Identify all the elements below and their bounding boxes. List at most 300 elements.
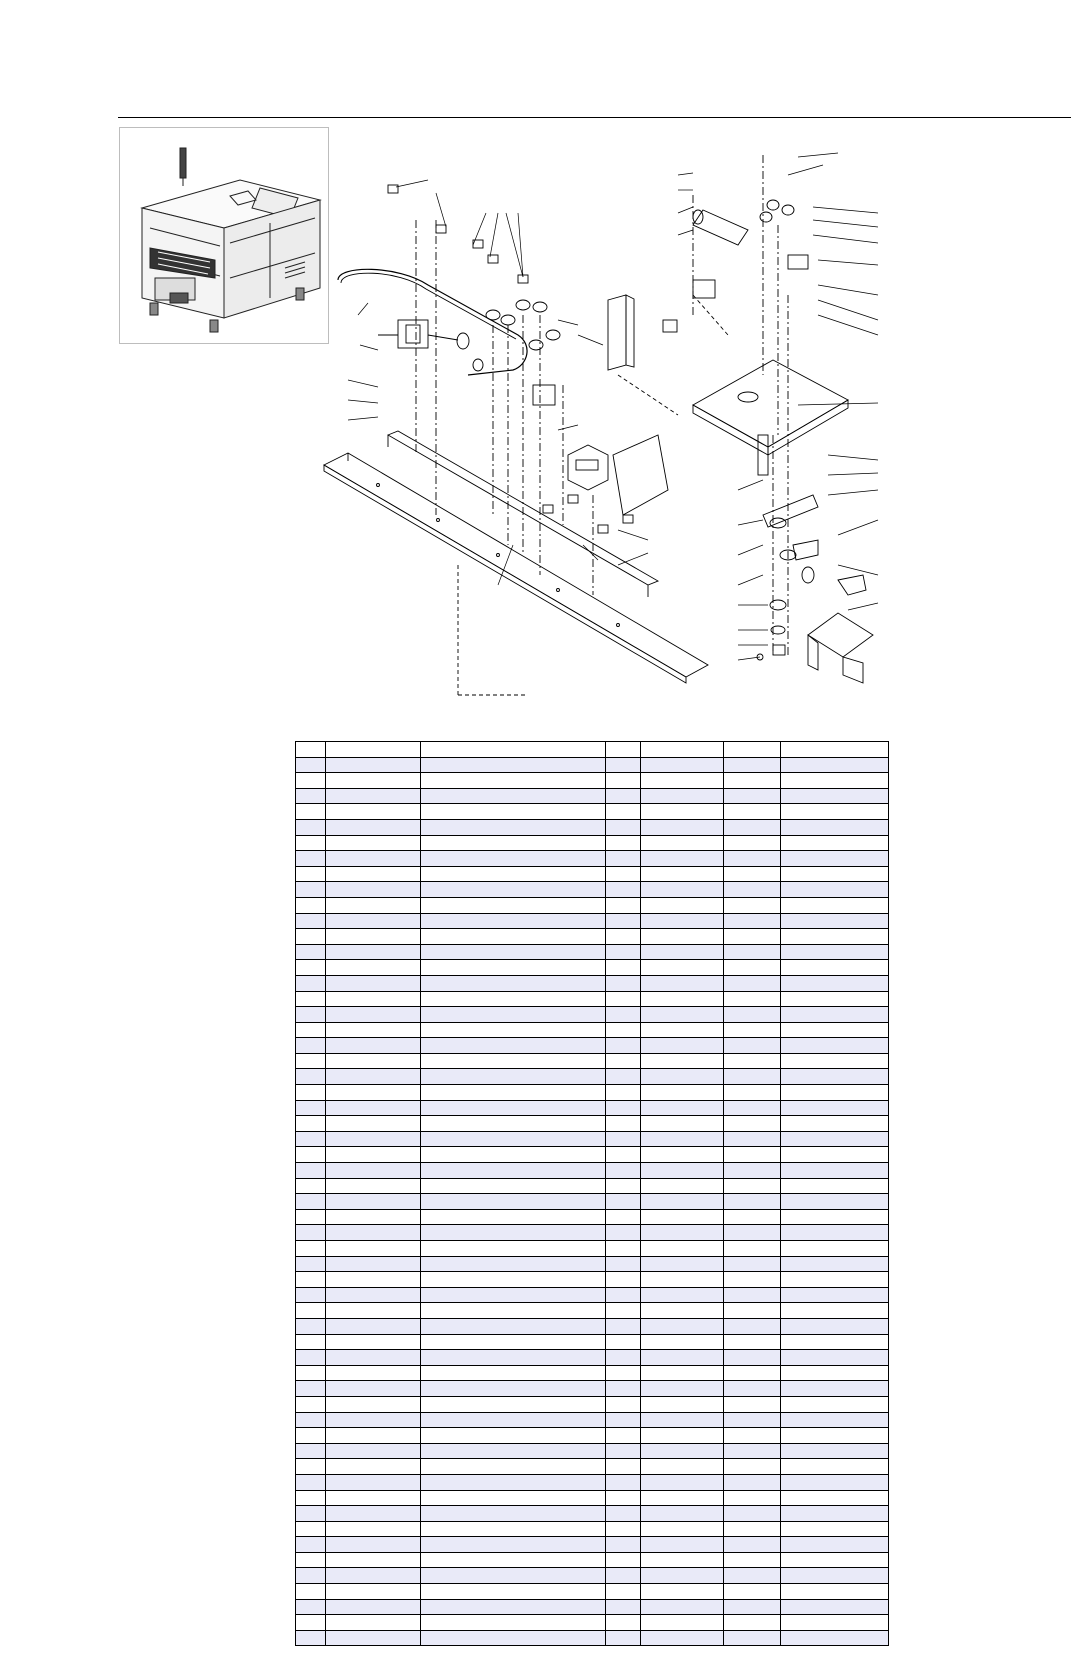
table-cell bbox=[641, 788, 724, 804]
table-cell bbox=[606, 1537, 641, 1553]
table-cell bbox=[781, 913, 889, 929]
table-cell bbox=[781, 1630, 889, 1646]
table-cell bbox=[421, 1209, 606, 1225]
table-cell bbox=[724, 1584, 781, 1600]
table-cell bbox=[296, 1568, 326, 1584]
table-row bbox=[296, 835, 889, 851]
table-cell bbox=[606, 1147, 641, 1163]
table-cell bbox=[296, 1584, 326, 1600]
table-cell bbox=[641, 1350, 724, 1366]
table-cell bbox=[781, 819, 889, 835]
table-row bbox=[296, 1225, 889, 1241]
table-cell bbox=[326, 1443, 421, 1459]
table-row bbox=[296, 1272, 889, 1288]
table-cell bbox=[421, 835, 606, 851]
table-cell bbox=[421, 1163, 606, 1179]
table-cell bbox=[781, 866, 889, 882]
table-cell bbox=[421, 882, 606, 898]
table-row bbox=[296, 1194, 889, 1210]
table-cell bbox=[421, 851, 606, 867]
table-cell bbox=[606, 1615, 641, 1631]
table-cell bbox=[641, 1490, 724, 1506]
table-row bbox=[296, 1334, 889, 1350]
table-cell bbox=[296, 1459, 326, 1475]
table-cell bbox=[421, 1599, 606, 1615]
table-cell bbox=[641, 975, 724, 991]
table-cell bbox=[296, 1053, 326, 1069]
table-cell bbox=[724, 1116, 781, 1132]
table-cell bbox=[326, 851, 421, 867]
table-cell bbox=[326, 1225, 421, 1241]
table-cell bbox=[326, 1318, 421, 1334]
table-row bbox=[296, 1459, 889, 1475]
table-cell bbox=[296, 1131, 326, 1147]
table-row bbox=[296, 1209, 889, 1225]
table-cell bbox=[724, 1443, 781, 1459]
table-cell bbox=[296, 1100, 326, 1116]
table-cell bbox=[724, 773, 781, 789]
table-cell bbox=[724, 1537, 781, 1553]
table-cell bbox=[724, 991, 781, 1007]
table-cell bbox=[421, 1350, 606, 1366]
table-cell bbox=[641, 1272, 724, 1288]
table-cell bbox=[641, 1412, 724, 1428]
table-cell bbox=[326, 1568, 421, 1584]
table-cell bbox=[606, 1490, 641, 1506]
table-row bbox=[296, 960, 889, 976]
table-cell bbox=[421, 1085, 606, 1101]
table-cell bbox=[421, 1287, 606, 1303]
table-cell bbox=[421, 1334, 606, 1350]
table-row bbox=[296, 1615, 889, 1631]
table-cell bbox=[781, 1615, 889, 1631]
table-cell bbox=[641, 1256, 724, 1272]
table-cell bbox=[421, 1443, 606, 1459]
table-cell bbox=[724, 1334, 781, 1350]
table-cell bbox=[296, 1474, 326, 1490]
table-cell bbox=[781, 897, 889, 913]
table-cell bbox=[641, 913, 724, 929]
table-cell bbox=[296, 1241, 326, 1257]
table-cell bbox=[781, 1038, 889, 1054]
table-cell bbox=[724, 1178, 781, 1194]
table-cell bbox=[724, 1381, 781, 1397]
table-row bbox=[296, 1428, 889, 1444]
table-cell bbox=[606, 1428, 641, 1444]
table-cell bbox=[326, 1069, 421, 1085]
table-cell bbox=[781, 1365, 889, 1381]
table-row bbox=[296, 1396, 889, 1412]
table-cell bbox=[724, 1599, 781, 1615]
table-row bbox=[296, 1630, 889, 1646]
table-cell bbox=[421, 1318, 606, 1334]
table-cell bbox=[421, 1381, 606, 1397]
table-cell bbox=[724, 1318, 781, 1334]
machine-overview-figure bbox=[119, 127, 329, 344]
table-cell bbox=[326, 757, 421, 773]
table-cell bbox=[641, 1552, 724, 1568]
table-cell bbox=[781, 1116, 889, 1132]
table-cell bbox=[421, 1537, 606, 1553]
table-cell bbox=[781, 1521, 889, 1537]
table-cell bbox=[606, 835, 641, 851]
table-cell bbox=[326, 1241, 421, 1257]
table-cell bbox=[641, 929, 724, 945]
table-cell bbox=[641, 1537, 724, 1553]
table-cell bbox=[326, 1521, 421, 1537]
table-cell bbox=[326, 1147, 421, 1163]
table-cell bbox=[421, 1396, 606, 1412]
table-cell bbox=[641, 1365, 724, 1381]
table-cell bbox=[421, 1053, 606, 1069]
table-cell bbox=[724, 1521, 781, 1537]
table-cell bbox=[781, 1225, 889, 1241]
table-cell bbox=[641, 1459, 724, 1475]
table-cell bbox=[606, 1163, 641, 1179]
table-row bbox=[296, 975, 889, 991]
table-cell bbox=[724, 866, 781, 882]
table-cell bbox=[296, 819, 326, 835]
table-cell bbox=[326, 1007, 421, 1023]
table-row bbox=[296, 1584, 889, 1600]
table-cell bbox=[781, 1443, 889, 1459]
table-cell bbox=[781, 851, 889, 867]
table-cell bbox=[326, 1552, 421, 1568]
table-cell bbox=[421, 913, 606, 929]
table-cell bbox=[641, 1615, 724, 1631]
table-cell bbox=[296, 1318, 326, 1334]
table-cell bbox=[326, 1053, 421, 1069]
table-cell bbox=[296, 944, 326, 960]
table-cell bbox=[421, 757, 606, 773]
table-cell bbox=[641, 1131, 724, 1147]
table-cell bbox=[296, 1194, 326, 1210]
table-cell bbox=[421, 1584, 606, 1600]
table-cell bbox=[641, 897, 724, 913]
table-cell bbox=[296, 1272, 326, 1288]
table-cell bbox=[421, 960, 606, 976]
table-cell bbox=[606, 1552, 641, 1568]
table-cell bbox=[296, 960, 326, 976]
table-cell bbox=[606, 1599, 641, 1615]
table-cell bbox=[421, 1412, 606, 1428]
table-cell bbox=[421, 1225, 606, 1241]
table-cell bbox=[421, 1474, 606, 1490]
table-cell bbox=[296, 897, 326, 913]
table-cell bbox=[641, 757, 724, 773]
table-cell bbox=[421, 1428, 606, 1444]
table-cell bbox=[326, 1412, 421, 1428]
table-cell bbox=[641, 1584, 724, 1600]
table-cell bbox=[326, 1334, 421, 1350]
table-cell bbox=[296, 1069, 326, 1085]
table-cell bbox=[781, 975, 889, 991]
table-cell bbox=[421, 1272, 606, 1288]
table-cell bbox=[724, 1007, 781, 1023]
table-cell bbox=[296, 788, 326, 804]
table-row bbox=[296, 1116, 889, 1132]
table-row bbox=[296, 1490, 889, 1506]
table-cell bbox=[606, 1584, 641, 1600]
table-cell bbox=[326, 1116, 421, 1132]
column-header bbox=[724, 742, 781, 758]
table-cell bbox=[421, 1194, 606, 1210]
table-cell bbox=[326, 788, 421, 804]
table-row bbox=[296, 991, 889, 1007]
table-cell bbox=[296, 1443, 326, 1459]
table-cell bbox=[606, 975, 641, 991]
table-cell bbox=[606, 773, 641, 789]
table-cell bbox=[641, 1022, 724, 1038]
table-cell bbox=[724, 1209, 781, 1225]
table-cell bbox=[724, 1100, 781, 1116]
table-cell bbox=[296, 866, 326, 882]
table-cell bbox=[296, 1350, 326, 1366]
table-cell bbox=[781, 1287, 889, 1303]
table-cell bbox=[724, 1069, 781, 1085]
table-cell bbox=[296, 1537, 326, 1553]
table-cell bbox=[606, 913, 641, 929]
table-cell bbox=[421, 897, 606, 913]
table-cell bbox=[641, 1568, 724, 1584]
table-cell bbox=[421, 1256, 606, 1272]
table-row bbox=[296, 866, 889, 882]
table-cell bbox=[641, 1194, 724, 1210]
table-cell bbox=[724, 960, 781, 976]
table-cell bbox=[724, 1022, 781, 1038]
table-cell bbox=[326, 1396, 421, 1412]
table-row bbox=[296, 851, 889, 867]
table-row bbox=[296, 1412, 889, 1428]
table-cell bbox=[781, 1209, 889, 1225]
table-cell bbox=[606, 1303, 641, 1319]
table-cell bbox=[781, 944, 889, 960]
table-cell bbox=[296, 991, 326, 1007]
table-cell bbox=[606, 897, 641, 913]
table-cell bbox=[724, 819, 781, 835]
table-cell bbox=[724, 944, 781, 960]
table-cell bbox=[296, 1396, 326, 1412]
table-row bbox=[296, 788, 889, 804]
table-cell bbox=[296, 1552, 326, 1568]
table-cell bbox=[326, 1178, 421, 1194]
table-cell bbox=[606, 1443, 641, 1459]
table-cell bbox=[296, 1209, 326, 1225]
column-header bbox=[781, 742, 889, 758]
table-cell bbox=[296, 1521, 326, 1537]
table-cell bbox=[326, 897, 421, 913]
table-row bbox=[296, 1053, 889, 1069]
table-cell bbox=[724, 897, 781, 913]
table-cell bbox=[724, 882, 781, 898]
table-cell bbox=[606, 1459, 641, 1475]
table-cell bbox=[421, 1038, 606, 1054]
table-cell bbox=[641, 1474, 724, 1490]
table-cell bbox=[641, 1428, 724, 1444]
table-cell bbox=[606, 1318, 641, 1334]
table-row bbox=[296, 944, 889, 960]
table-cell bbox=[724, 1147, 781, 1163]
table-cell bbox=[641, 1038, 724, 1054]
table-cell bbox=[781, 1241, 889, 1257]
table-cell bbox=[781, 1178, 889, 1194]
table-row bbox=[296, 1022, 889, 1038]
table-cell bbox=[326, 1256, 421, 1272]
table-row bbox=[296, 1599, 889, 1615]
table-row bbox=[296, 1100, 889, 1116]
table-cell bbox=[781, 1381, 889, 1397]
table-cell bbox=[326, 1459, 421, 1475]
table-cell bbox=[781, 835, 889, 851]
table-row bbox=[296, 1178, 889, 1194]
table-cell bbox=[724, 1459, 781, 1475]
table-cell bbox=[296, 929, 326, 945]
table-cell bbox=[606, 1069, 641, 1085]
table-cell bbox=[296, 1038, 326, 1054]
table-row bbox=[296, 804, 889, 820]
table-cell bbox=[641, 960, 724, 976]
table-cell bbox=[641, 1287, 724, 1303]
table-cell bbox=[296, 1007, 326, 1023]
table-cell bbox=[606, 1178, 641, 1194]
table-cell bbox=[606, 991, 641, 1007]
table-row bbox=[296, 1318, 889, 1334]
table-cell bbox=[326, 1584, 421, 1600]
table-cell bbox=[606, 1225, 641, 1241]
table-cell bbox=[781, 1194, 889, 1210]
table-cell bbox=[326, 1131, 421, 1147]
table-cell bbox=[641, 1318, 724, 1334]
table-cell bbox=[724, 1474, 781, 1490]
table-row bbox=[296, 1381, 889, 1397]
table-cell bbox=[421, 1506, 606, 1522]
table-cell bbox=[641, 882, 724, 898]
table-row bbox=[296, 1147, 889, 1163]
table-row bbox=[296, 1521, 889, 1537]
table-cell bbox=[296, 835, 326, 851]
table-cell bbox=[421, 1459, 606, 1475]
table-cell bbox=[641, 1178, 724, 1194]
table-cell bbox=[724, 804, 781, 820]
table-cell bbox=[421, 1568, 606, 1584]
table-cell bbox=[326, 1209, 421, 1225]
table-cell bbox=[781, 1007, 889, 1023]
table-row bbox=[296, 1506, 889, 1522]
table-cell bbox=[781, 1256, 889, 1272]
table-cell bbox=[724, 1350, 781, 1366]
table-row bbox=[296, 1474, 889, 1490]
table-cell bbox=[641, 1334, 724, 1350]
table-cell bbox=[641, 1381, 724, 1397]
table-cell bbox=[326, 913, 421, 929]
table-cell bbox=[421, 1178, 606, 1194]
table-cell bbox=[296, 1490, 326, 1506]
table-row bbox=[296, 882, 889, 898]
table-cell bbox=[641, 1630, 724, 1646]
table-cell bbox=[724, 1428, 781, 1444]
table-cell bbox=[326, 1022, 421, 1038]
table-cell bbox=[781, 1599, 889, 1615]
table-row bbox=[296, 1350, 889, 1366]
table-cell bbox=[296, 804, 326, 820]
table-cell bbox=[724, 929, 781, 945]
table-cell bbox=[781, 1100, 889, 1116]
table-cell bbox=[326, 975, 421, 991]
table-cell bbox=[326, 835, 421, 851]
table-cell bbox=[606, 1022, 641, 1038]
column-header bbox=[606, 742, 641, 758]
table-header-row bbox=[296, 742, 889, 758]
table-cell bbox=[606, 882, 641, 898]
exploded-assembly-drawing bbox=[318, 135, 918, 715]
table-cell bbox=[421, 944, 606, 960]
table-cell bbox=[296, 1256, 326, 1272]
table-cell bbox=[421, 1069, 606, 1085]
table-cell bbox=[296, 1116, 326, 1132]
table-cell bbox=[781, 1085, 889, 1101]
table-cell bbox=[781, 1318, 889, 1334]
table-cell bbox=[421, 1131, 606, 1147]
table-cell bbox=[606, 944, 641, 960]
table-cell bbox=[326, 1537, 421, 1553]
table-cell bbox=[724, 1365, 781, 1381]
table-cell bbox=[641, 1241, 724, 1257]
table-cell bbox=[606, 1568, 641, 1584]
table-cell bbox=[326, 944, 421, 960]
table-cell bbox=[296, 1630, 326, 1646]
table-cell bbox=[326, 1085, 421, 1101]
table-row bbox=[296, 1537, 889, 1553]
table-cell bbox=[421, 1615, 606, 1631]
table-cell bbox=[724, 1272, 781, 1288]
table-cell bbox=[606, 1194, 641, 1210]
table-cell bbox=[781, 1069, 889, 1085]
table-cell bbox=[421, 975, 606, 991]
table-cell bbox=[724, 1506, 781, 1522]
table-cell bbox=[724, 757, 781, 773]
table-row bbox=[296, 1241, 889, 1257]
table-cell bbox=[641, 1163, 724, 1179]
table-cell bbox=[326, 1287, 421, 1303]
column-header bbox=[326, 742, 421, 758]
table-cell bbox=[421, 1241, 606, 1257]
table-cell bbox=[326, 1506, 421, 1522]
header-rule bbox=[118, 117, 1071, 118]
table-row bbox=[296, 1256, 889, 1272]
table-row bbox=[296, 1163, 889, 1179]
table-cell bbox=[641, 1599, 724, 1615]
table-cell bbox=[781, 1412, 889, 1428]
table-cell bbox=[421, 819, 606, 835]
table-cell bbox=[641, 991, 724, 1007]
table-cell bbox=[421, 1116, 606, 1132]
table-cell bbox=[781, 1428, 889, 1444]
table-cell bbox=[326, 929, 421, 945]
table-cell bbox=[641, 1053, 724, 1069]
table-cell bbox=[296, 1428, 326, 1444]
table-cell bbox=[724, 1568, 781, 1584]
table-cell bbox=[724, 975, 781, 991]
table-cell bbox=[641, 944, 724, 960]
table-cell bbox=[326, 773, 421, 789]
table-cell bbox=[421, 1147, 606, 1163]
table-cell bbox=[606, 1241, 641, 1257]
table-row bbox=[296, 1568, 889, 1584]
table-cell bbox=[606, 1287, 641, 1303]
table-cell bbox=[641, 819, 724, 835]
table-cell bbox=[641, 1443, 724, 1459]
table-cell bbox=[326, 1100, 421, 1116]
